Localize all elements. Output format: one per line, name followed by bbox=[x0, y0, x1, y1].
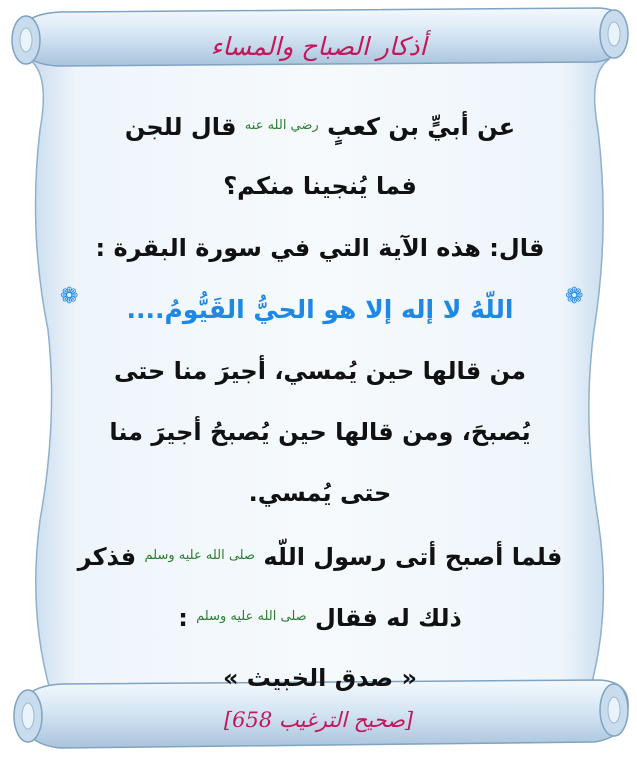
text-line: فما يُنجينا منكم؟ bbox=[223, 172, 417, 201]
verse-ornament-icon: ❁ bbox=[565, 284, 584, 309]
text-line: « صدق الخبيث » bbox=[222, 663, 418, 692]
source-citation: [صحيح الترغيب 658] bbox=[223, 708, 414, 732]
text-line: يُصبحَ، ومن قالها حين يُصبحُ أجيرَ منا bbox=[109, 417, 531, 446]
page-title: أذكار الصباح والمساء bbox=[210, 32, 427, 61]
text-line: فلما أصبح أتى رسول اللّه $^{صلى الله عليه وسلم}$ فذكر bbox=[77, 542, 563, 571]
text-line: حتى يُمسي. bbox=[248, 479, 392, 508]
text-line: قال: هذه الآية التي في سورة البقرة : bbox=[95, 233, 545, 262]
honorific-mark: صلى الله عليه وسلم bbox=[196, 609, 307, 625]
verse-ornament-icon: ❁ bbox=[60, 284, 79, 309]
hadith-text bbox=[60, 95, 580, 709]
text-line: عن أبيٍّ بن كعبٍ $^{رضي الله عنه}$ قال للجن bbox=[124, 113, 516, 141]
honorific-mark: صلى الله عليه وسلم bbox=[144, 547, 255, 563]
quran-verse: اللّهُ لا إله إلا هو الحيُّ القَيُّومُ.... bbox=[126, 295, 514, 325]
honorific-mark: رضي الله عنه bbox=[244, 118, 319, 133]
text-line: ذلك له فقال $^{صلى الله عليه وسلم}$ : bbox=[178, 604, 462, 633]
text-line: من قالها حين يُمسي، أجيرَ منا حتى bbox=[113, 356, 527, 385]
